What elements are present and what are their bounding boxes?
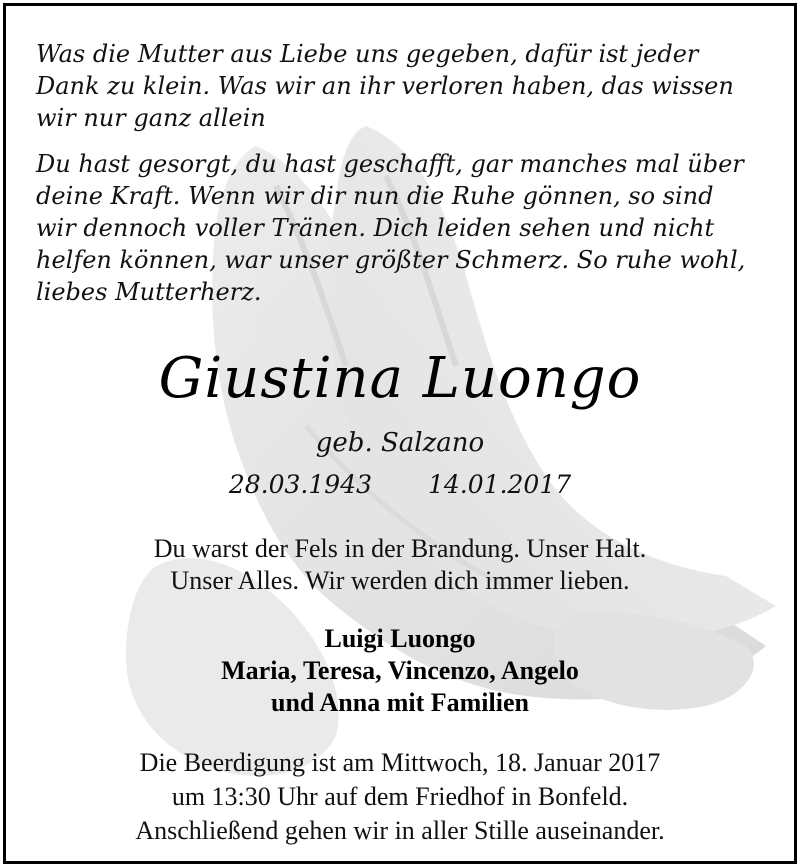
tribute-text — [6, 533, 794, 597]
mourner-line: Maria, Teresa, Vincenzo, Angelo — [221, 656, 579, 685]
mourner-line: und Anna mit Familien — [271, 688, 529, 717]
birth-date: 28.03.1943 — [228, 470, 372, 499]
second-verse — [36, 148, 776, 308]
verse-line: liebes Mutterherz. — [36, 278, 262, 306]
verse-line: Was die Mutter aus Liebe uns gegeben, dafür ist jeder — [36, 40, 699, 68]
verse-line: deine Kraft. Wenn wir dir nun die Ruhe gönnen, so sind — [36, 182, 714, 210]
funeral-info — [6, 746, 794, 848]
obituary-content — [6, 6, 794, 861]
funeral-line: um 13:30 Uhr auf dem Friedhof in Bonfeld. — [171, 782, 629, 811]
tribute-line: Du warst der Fels in der Brandung. Unser Halt. — [153, 534, 647, 563]
verse-line: wir dennoch voller Tränen. Dich leiden sehen und nicht — [36, 214, 715, 242]
verse-line: helfen können, war unser größter Schmerz. So ruhe wohl, — [36, 246, 746, 274]
verse-line: Dank zu klein. Was wir an ihr verloren haben, das wissen — [36, 72, 734, 100]
tribute-line: Unser Alles. Wir werden dich immer lieben. — [170, 566, 630, 595]
mourners — [6, 623, 794, 719]
opening-verse — [36, 38, 776, 134]
funeral-line: Die Beerdigung ist am Mittwoch, 18. Januar 2017 — [139, 748, 661, 777]
obituary-card — [3, 3, 797, 864]
maiden-name: geb. Salzano — [315, 428, 485, 458]
verse-line: wir nur ganz allein — [36, 104, 266, 132]
funeral-line: Anschließend gehen wir in aller Stille auseinander. — [135, 816, 665, 845]
mourner-line: Luigi Luongo — [324, 624, 476, 653]
death-date: 14.01.2017 — [428, 470, 572, 499]
deceased-name: Giustina Luongo — [158, 346, 642, 411]
verse-line: Du hast gesorgt, du hast geschafft, gar manches mal über — [36, 150, 744, 178]
life-dates — [6, 468, 794, 502]
